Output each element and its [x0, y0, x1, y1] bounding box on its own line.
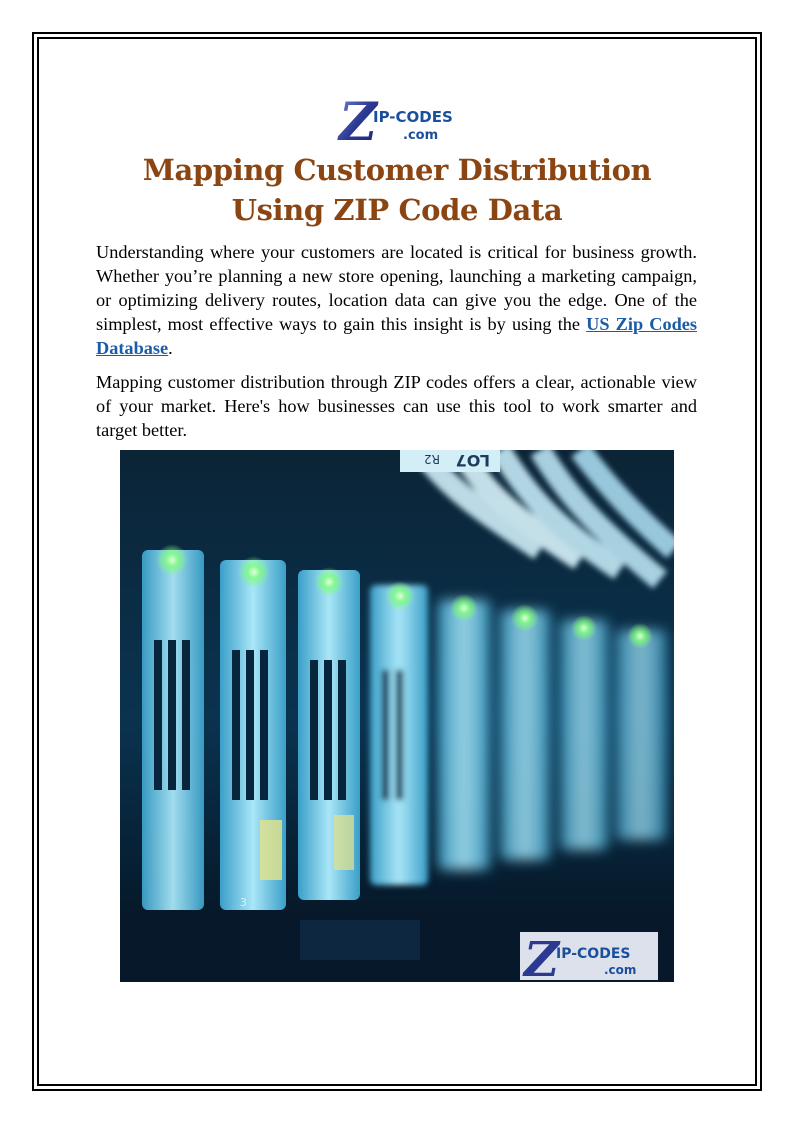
- intro-text-before: Understanding where your customers are located is critical for business growth. Whether you’re planning a new store opening, launching a marketing campaign, or optimizing delivery routes, location data can give you the edge. One of the simplest, most effective ways to gain this insight is by using the: [96, 242, 697, 334]
- zip-codes-logo: [335, 96, 460, 146]
- photo-label-top-side: R2: [424, 452, 440, 466]
- page-title: Mapping Customer Distribution Using ZIP Code Data: [142, 153, 652, 227]
- intro-paragraph: [96, 240, 697, 360]
- svg-text:IP-CODES: IP-CODES: [556, 946, 631, 962]
- server-rack-photo: [120, 450, 674, 982]
- photo-watermark-logo: [520, 932, 658, 982]
- logo-line2: .com: [403, 128, 439, 143]
- photo-bay-number: 3: [240, 896, 247, 909]
- svg-text:.com: .com: [604, 963, 637, 977]
- svg-text:Z: Z: [524, 932, 560, 982]
- us-zip-codes-database-link[interactable]: US Zip Codes Database: [96, 314, 697, 358]
- logo-line1: IP-CODES: [373, 108, 453, 126]
- intro-text-after: .: [168, 338, 173, 358]
- photo-label-top: LO7: [455, 451, 490, 470]
- logo-z-letter: Z: [339, 96, 377, 146]
- body-paragraph: Mapping customer distribution through ZIP codes offers a clear, actionable view of your market. Here's how businesses can use this tool to work smarter and target better.: [96, 372, 697, 440]
